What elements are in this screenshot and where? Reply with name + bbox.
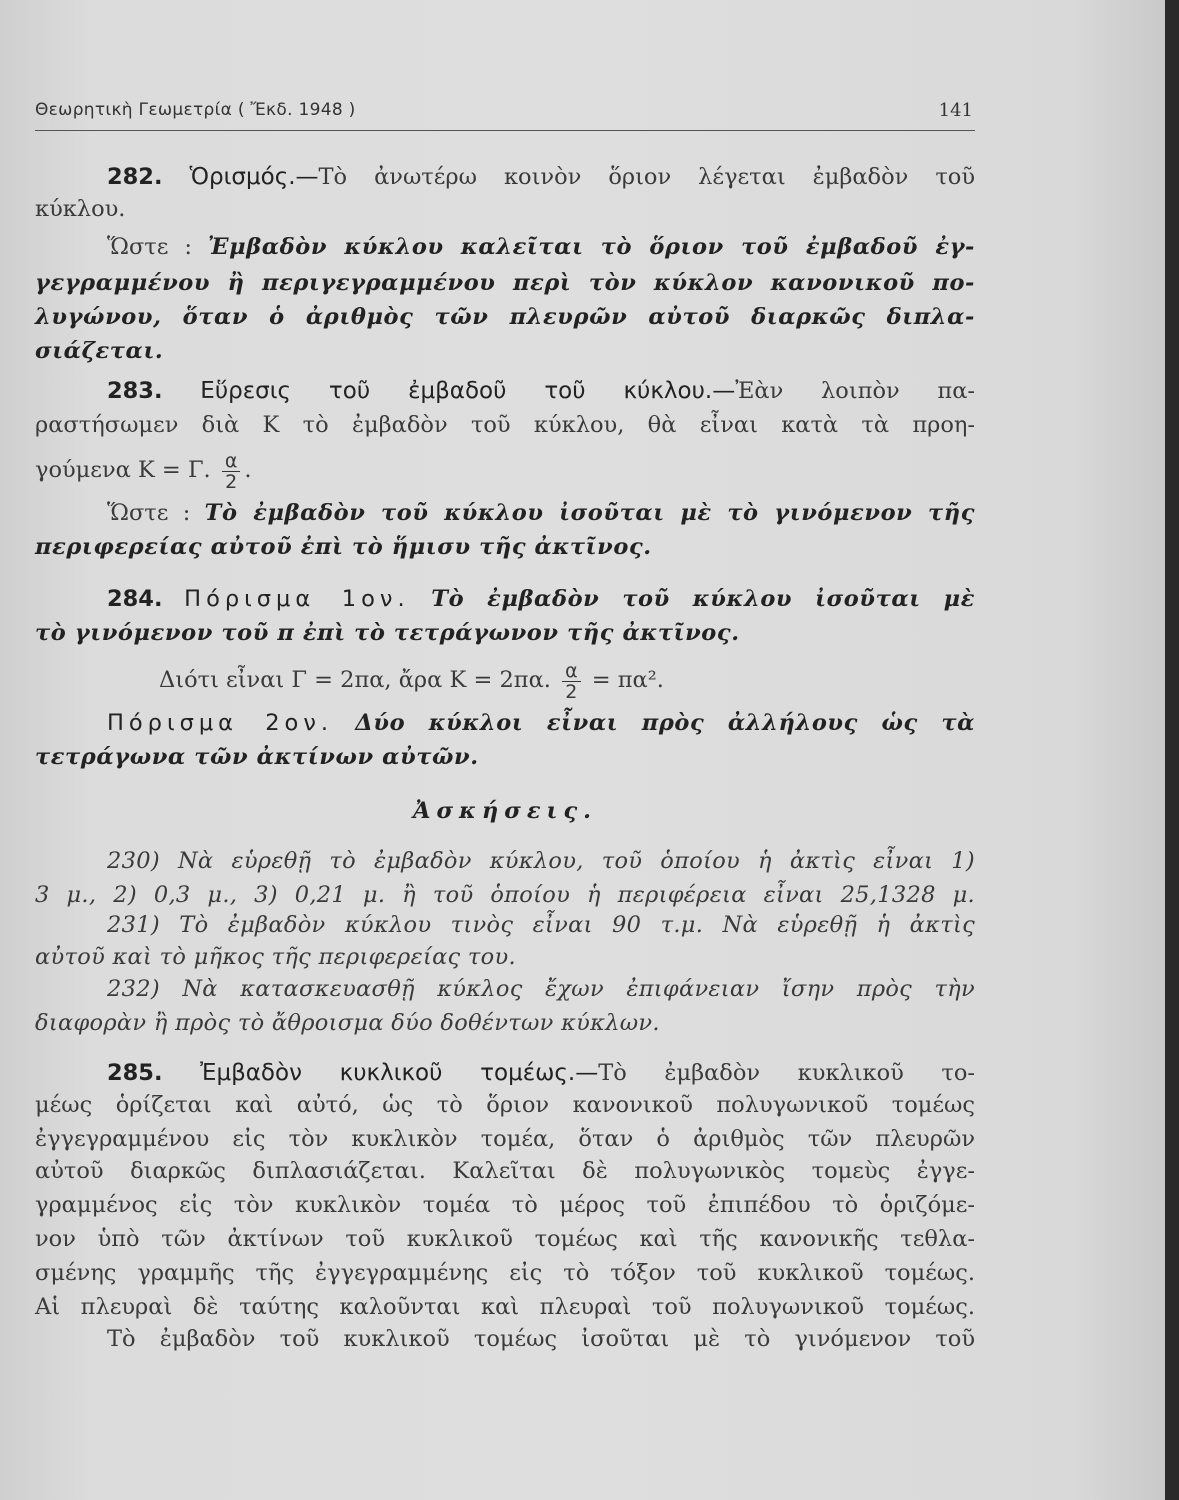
formula-text: γούμενα Κ = Γ.	[35, 457, 211, 483]
definition-text: Ἐμβαδὸν κύκλου καλεῖται τὸ ὅριον τοῦ ἐμβαδοῦ ἐγ-	[207, 234, 975, 260]
exercise-230-line-2: 3 μ., 2) 0,3 μ., 3) 0,21 μ. ἢ τοῦ ὁποίου ἡ περιφέρεια εἶναι 25,1328 μ.	[35, 882, 975, 908]
s282-definition-line-4: σιάζεται.	[35, 338, 164, 364]
body-text: Τὸ ἐμβαδὸν κυκλικοῦ το-	[598, 1060, 975, 1086]
proof-result: = πα².	[591, 667, 664, 693]
body-text: Τὸ ἀνωτέρω κοινὸν ὅριον λέγεται ἐμβαδὸν τοῦ	[318, 164, 975, 190]
s282-definition-line-2: γεγραμμένου ἢ περιγεγραμμένου περὶ τὸν κύκλον κανονικοῦ πο-	[35, 270, 975, 296]
fraction-a-over-2	[562, 661, 581, 702]
s283-line-1	[35, 372, 975, 410]
s284-line-1	[35, 580, 975, 618]
fraction-numerator: α	[562, 661, 581, 682]
section-heading: Εὕρεσις τοῦ ἐμβαδοῦ τοῦ κύκλου.—	[200, 378, 736, 404]
exercise-232-line-1: 232) Νὰ κατασκευασθῇ κύκλος ἔχων ἐπιφάνειαν ἴσην πρὸς τὴν	[107, 976, 975, 1002]
s285-line-4: αὐτοῦ διαρκῶς διπλασιάζεται. Καλεῖται δὲ πολυγωνικὸς τομεὺς ἐγγε-	[35, 1158, 975, 1184]
s285-line-2: μέως ὁρίζεται καὶ αὐτό, ὡς τὸ ὅριον κανονικοῦ πολυγωνικοῦ τομέως	[35, 1092, 975, 1118]
proof-text: Διότι εἶναι Γ = 2πα, ἄρα Κ = 2πα.	[159, 667, 551, 693]
s283-line-2: ραστήσωμεν διὰ Κ τὸ ἐμβαδὸν τοῦ κύκλου, θὰ εἶναι κατὰ τὰ προη-	[35, 412, 975, 438]
page-header	[35, 94, 975, 131]
s283-theorem-line-1	[35, 494, 975, 532]
exercises-title: Ἀσκήσεις.	[413, 798, 597, 824]
body-text: Ἐὰν λοιπὸν πα-	[735, 378, 976, 404]
page-edge-shadow	[1165, 0, 1179, 1500]
s285-line-9: Τὸ ἐμβαδὸν τοῦ κυκλικοῦ τομέως ἰσοῦται μὲ τὸ γινόμενον τοῦ	[107, 1326, 975, 1352]
exercise-231-line-2: αὐτοῦ καὶ τὸ μῆκος τῆς περιφερείας του.	[35, 944, 516, 970]
s284-corollary2-line-2: τετράγωνα τῶν ἀκτίνων αὐτῶν.	[35, 744, 479, 770]
s285-line-7: σμένης γραμμῆς τῆς ἐγγεγραμμένης εἰς τὸ τόξον τοῦ κυκλικοῦ τομέως.	[35, 1260, 975, 1286]
corollary-label: Πόρισμα 1ον.	[184, 586, 410, 612]
s285-line-6: νον ὑπὸ τῶν ἀκτίνων τοῦ κυκλικοῦ τομέως καὶ τῆς κανονικῆς τεθλα-	[35, 1226, 975, 1252]
s283-theorem-line-2: περιφερείας αὐτοῦ ἐπὶ τὸ ἥμισυ τῆς ἀκτῖνος.	[35, 534, 652, 560]
s284-line-2: τὸ γινόμενον τοῦ π ἐπὶ τὸ τετράγωνον τῆς ἀκτῖνος.	[35, 620, 740, 646]
section-number: 283.	[107, 378, 163, 404]
s284-proof-line	[35, 656, 975, 704]
s285-line-5: γραμμένος εἰς τὸν κυκλικὸν τομέα τὸ μέρος τοῦ ἐπιπέδου τὸ ὁριζόμε-	[35, 1192, 975, 1218]
s285-line-3: ἐγγεγραμμένου εἰς τὸν κυκλικὸν τομέα, ὅταν ὁ ἀριθμὸς τῶν πλευρῶν	[35, 1126, 975, 1152]
s282-definition-line-1	[35, 228, 975, 266]
section-number: 282.	[107, 164, 163, 190]
exercise-232-line-2: διαφορὰν ἢ πρὸς τὸ ἄθροισμα δύο δοθέντων κύκλων.	[35, 1010, 660, 1036]
section-heading: Ὁρισμός.—	[189, 164, 319, 190]
s285-line-8: Αἱ πλευραὶ δὲ ταύτης καλοῦνται καὶ πλευραὶ τοῦ πολυγωνικοῦ τομέως.	[35, 1294, 975, 1320]
s284-corollary2-line-1	[35, 704, 975, 742]
s282-line-2: κύκλου.	[35, 196, 126, 222]
corollary-text: Τὸ ἐμβαδὸν τοῦ κύκλου ἰσοῦται μὲ	[431, 586, 975, 612]
s283-formula-line	[35, 446, 975, 494]
corollary-text: Δύο κύκλοι εἶναι πρὸς ἀλλήλους ὡς τὰ	[355, 710, 975, 736]
fraction-denominator: 2	[225, 470, 238, 493]
formula-end: .	[244, 457, 252, 483]
fraction-numerator: α	[222, 451, 241, 472]
section-heading: Ἐμβαδὸν κυκλικοῦ τομέως.—	[200, 1060, 599, 1086]
s282-definition-line-3: λυγώνου, ὅταν ὁ ἀριθμὸς τῶν πλευρῶν αὐτοῦ διαρκῶς διπλα-	[35, 304, 975, 330]
section-number: 285.	[107, 1060, 163, 1086]
exercise-230-line-1: 230) Νὰ εὑρεθῇ τὸ ἐμβαδὸν κύκλου, τοῦ ὁποίου ἡ ἀκτὶς εἶναι 1)	[107, 848, 975, 874]
conclusion-label: Ὥστε :	[107, 234, 192, 260]
page-number: 141	[938, 100, 973, 121]
running-title: Θεωρητικὴ Γεωμετρία ( Ἔκδ. 1948 )	[35, 100, 356, 120]
fraction-denominator: 2	[565, 680, 578, 703]
conclusion-label: Ὥστε :	[107, 500, 191, 526]
fraction-a-over-2	[222, 451, 241, 492]
corollary-label: Πόρισμα 2ον.	[107, 710, 334, 736]
exercise-231-line-1: 231) Τὸ ἐμβαδὸν κύκλου τινὸς εἶναι 90 τ.μ. Νὰ εὑρεθῇ ἡ ἀκτὶς	[107, 912, 975, 938]
theorem-text: Τὸ ἐμβαδὸν τοῦ κύκλου ἰσοῦται μὲ τὸ γινόμενον τῆς	[204, 500, 975, 526]
section-number: 284.	[107, 586, 163, 612]
